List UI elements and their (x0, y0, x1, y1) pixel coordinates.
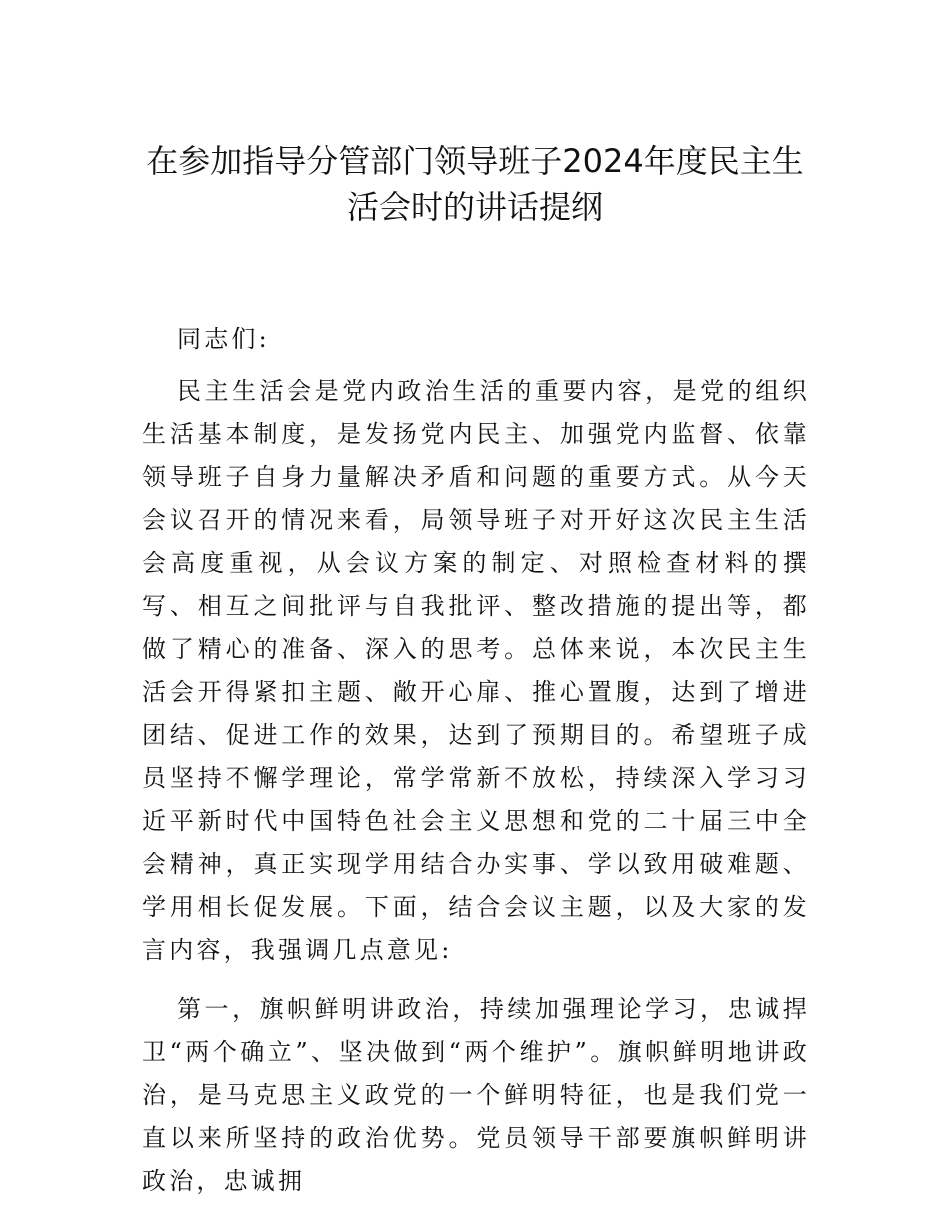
title-line-1: 在参加指导分管部门领导班子2024年度民主生 (146, 142, 804, 180)
document-body (142, 318, 810, 1203)
paragraph-intro: 民主生活会是党内政治生活的重要内容，是党的组织生活基本制度，是发扬党内民主、加强党内监督、依靠领导班子自身力量解决矛盾和问题的重要方式。从今天会议召开的情况来看，局领导班子对开好这次民主生活会高度重视，从会议方案的制定、对照检查材料的撰写、相互之间批评与自我批评、整改措施的提出等，都做了精心的准备、深入的思考。总体来说，本次民主生活会开得紧扣主题、敞开心扉、推心置腹，达到了增进团结、促进工作的效果，达到了预期目的。希望班子成员坚持不懈学理论，常学常新不放松，持续深入学习习近平新时代中国特色社会主义思想和党的二十届三中全会精神，真正实现学用结合办实事、学以致用破难题、学用相长促发展。下面，结合会议主题，以及大家的发言内容，我强调几点意见: (142, 377, 810, 964)
document-title (130, 138, 820, 230)
greeting: 同志们: (177, 325, 270, 353)
title-line-2: 活会时的讲话提纲 (346, 188, 603, 226)
paragraph-point-one: 第一，旗帜鲜明讲政治，持续加强理论学习，忠诚捍卫“两个确立”、坚决做到“两个维护”。旗帜鲜明地讲政治，是马克思主义政党的一个鲜明特征，也是我们党一直以来所坚持的政治优势。党员领导干部要旗帜鲜明讲政治，忠诚拥 (142, 995, 810, 1195)
